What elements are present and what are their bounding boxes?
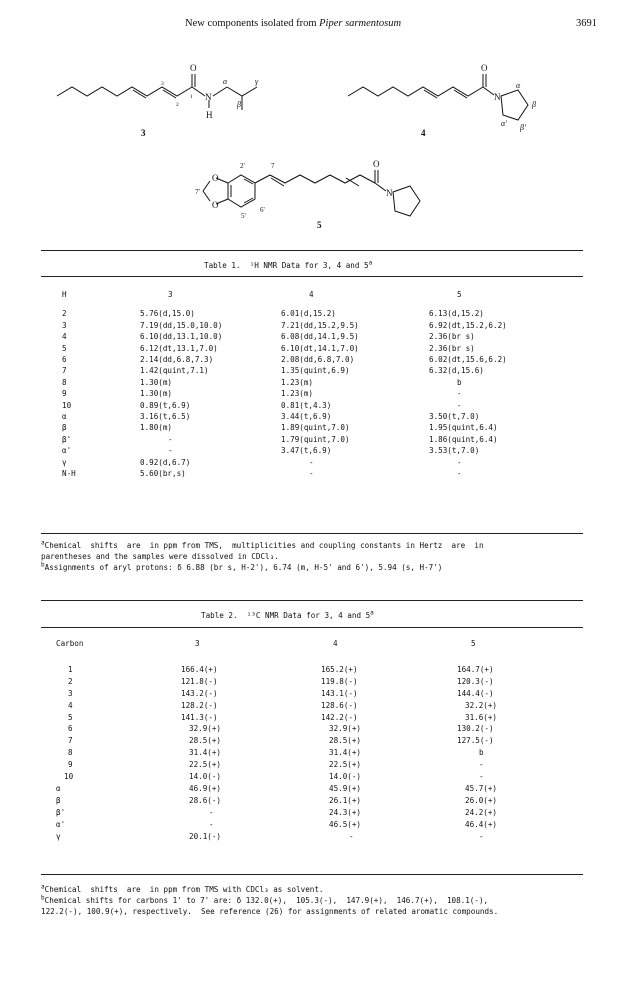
compound-4-structure (348, 74, 528, 120)
col-header: Carbon (56, 639, 84, 648)
table-row: 3 143.2(-) 143.1(-) 144.4(-) (68, 688, 494, 698)
table1-footnotes: $^a$Chemical shifts are in ppm from TMS, multiplicities and coupling constants in Hertz are in parentheses and the samples were dissolved in CDCl₃. $^b$Assignments of aryl protons: δ 6.88 (br s, H-2'), 6.74 (m, H-5' and 6'), 5.94 (s, H-7') (41, 539, 484, 572)
table-row: 7 28.5(+) 28.5(+) 127.5(-) (68, 736, 494, 746)
table-row: α 46.9(+) 45.9(+) 45.7(+) (56, 783, 498, 793)
table-row: γ 20.1(-) - - (56, 831, 484, 841)
c5-oxygen-top-label: O (212, 173, 219, 183)
table1-caption: Table 1. ¹H NMR Data for 3, 4 and 5$^a$ (204, 259, 373, 270)
table-row: 3 7.19(dd,15.0,10.0) 7.21(dd,15.2,9.5) 6.92(dt,15.2,6.2) (62, 320, 507, 330)
c4-alpha-prime-label: α' (501, 119, 507, 128)
c3-carbon-1-label: 1 (190, 94, 193, 100)
table-row: 5 141.3(-) 142.2(-) 31.6(+) (68, 712, 498, 722)
c3-carbon-3-label: 3 (161, 81, 164, 87)
table-row: 5 6.12(dt,13.1,7.0) 6.10(dt,14.1,7.0) 2.36(br s) (62, 343, 475, 353)
c3-nitrogen-label: N (205, 92, 212, 102)
table-row: 10 0.89(t,6.9) 0.81(t,4.3) - (62, 400, 462, 410)
c5-carbon-5p-label: 5' (241, 212, 246, 220)
table-row: α 3.16(t,6.5) 3.44(t,6.9) 3.50(t,7.0) (62, 412, 480, 422)
c5-oxygen-label: O (373, 159, 380, 169)
table-row: 1 166.4(+) 165.2(+) 164.7(+) (68, 664, 494, 674)
col-header: 5 (471, 639, 476, 648)
compound-3-label: 3 (141, 128, 146, 138)
table-row: γ 0.92(d,6.7) - - (62, 457, 462, 467)
table-row: β 1.80(m) 1.89(quint,7.0) 1.95(quint,6.4) (62, 423, 498, 433)
table2-top-rule (41, 600, 583, 601)
table2-bottom-rule (41, 874, 583, 875)
table-row: α' - 3.47(t,6.9) 3.53(t,7.0) (62, 446, 480, 456)
table-row: 9 1.30(m) 1.23(m) - (62, 389, 462, 399)
table-row: 8 31.4(+) 31.4(+) b (68, 748, 484, 758)
c3-gamma-label: γ (255, 77, 259, 86)
c5-carbon-6p-label: 6' (260, 206, 265, 214)
table-row: 4 6.10(dd,13.1,10.0) 6.08(dd,14.1,9.5) 2.36(br s) (62, 332, 475, 342)
table2 (56, 638, 555, 843)
c5-carbon-7p-label: 7' (195, 188, 200, 196)
c3-oxygen-label: O (190, 63, 197, 73)
table-row: 6 32.9(+) 32.9(+) 130.2(-) (68, 724, 494, 734)
c5-carbon-2p-label: 2' (240, 162, 245, 170)
table-row: 4 128.2(-) 128.6(-) 32.2(+) (68, 700, 498, 710)
compound-4-label: 4 (421, 128, 426, 138)
c5-carbon-7-label: 7 (271, 162, 275, 170)
col-header: 3 (168, 290, 173, 299)
col-header: H (62, 290, 67, 299)
table1-header-row (62, 289, 569, 300)
c4-nitrogen-label: N (494, 92, 501, 102)
page-number: 3691 (576, 18, 597, 29)
c3-beta-label: β (237, 100, 241, 109)
table1-caption-rule (41, 276, 583, 277)
table1 (62, 289, 569, 480)
table-row: N-H 5.60(br,s) - - (62, 469, 462, 479)
table-row: 8 1.30(m) 1.23(m) b (62, 377, 462, 387)
table2-footnotes: $^a$Chemical shifts are in ppm from TMS with CDCl₃ as solvent. $^b$Chemical shifts for carbons 1' to 7' are: δ 132.0(+), 105.3(-), 147.9(+), 146.7(+), 108.1(-), 122.2(-), 100.9(+), respectively. See reference (26) for assignments of related aromatic compounds. (41, 883, 499, 916)
col-header: 4 (309, 290, 314, 299)
table2-header-row (56, 638, 555, 650)
chemical-structures-figure (0, 60, 624, 240)
table-row: 9 22.5(+) 22.5(+) - (68, 760, 484, 770)
table2-caption: Table 2. ¹³C NMR Data for 3, 4 and 5$^a$ (201, 609, 374, 620)
table-row: β' - 24.3(+) 24.2(+) (56, 807, 498, 817)
c3-carbon-2-label: 2 (176, 102, 179, 108)
c5-oxygen-bottom-label: O (212, 200, 219, 210)
c4-beta-label: β (532, 100, 536, 109)
c4-alpha-label: α (516, 81, 521, 90)
compound-5-label: 5 (317, 220, 322, 230)
table-row: 10 14.0(-) 14.0(-) - (64, 772, 484, 782)
table1-top-rule (41, 250, 583, 251)
table-row: 7 1.42(quint,7.1) 1.35(quint,6.9) 6.32(d,15.6) (62, 366, 484, 376)
col-header: 4 (333, 639, 338, 648)
table-row: 6 2.14(dd,6.8,7.3) 2.08(dd,6.8,7.0) 6.02(dt,15.6,6.2) (62, 355, 507, 365)
table2-caption-rule (41, 627, 583, 628)
table-row: 2 5.76(d,15.0) 6.01(d,15.2) 6.13(d,15.2) (62, 309, 484, 319)
col-header: 3 (195, 639, 200, 648)
c4-beta-prime-label: β' (520, 123, 526, 132)
table-row: α' - 46.5(+) 46.4(+) (56, 819, 498, 829)
running-title: New components isolated from Piper sarmentosum (185, 18, 402, 29)
table-row: 2 121.8(-) 119.8(-) 120.3(-) (68, 676, 494, 686)
table1-bottom-rule (41, 533, 583, 534)
c4-oxygen-label: O (481, 63, 488, 73)
c3-hydrogen-label: H (206, 110, 213, 120)
table-row: β' - 1.79(quint,7.0) 1.86(quint,6.4) (62, 434, 498, 444)
col-header: 5 (457, 290, 462, 299)
table-row: β 28.6(-) 26.1(+) 26.0(+) (56, 795, 498, 805)
c5-nitrogen-label: N (386, 188, 393, 198)
c3-alpha-label: α (223, 77, 228, 86)
